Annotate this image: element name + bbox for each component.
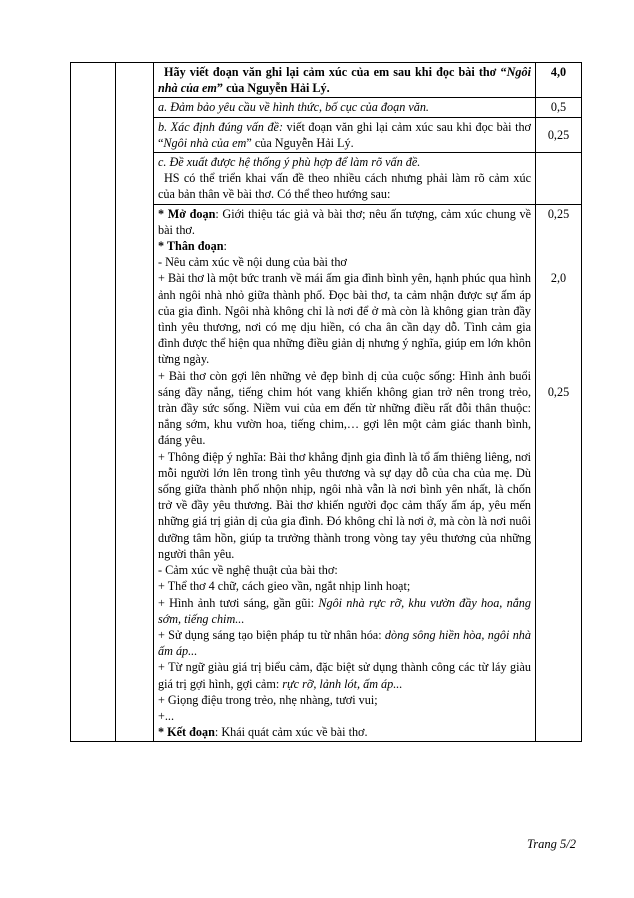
art-point-4: [158, 659, 531, 691]
than-doan-label: * Thân đoạn: [158, 239, 224, 254]
art-point-3: [158, 627, 531, 659]
art-point-4-examples: rực rỡ, lảnh lót, ấm áp...: [282, 676, 403, 691]
question-score: 4,0: [536, 63, 582, 98]
mo-doan-text: : Giới thiệu tác giả và bài thơ; nêu ấn tượng, cảm xúc chung về bài thơ.: [158, 206, 531, 237]
criterion-a-cell: [154, 98, 536, 117]
art-point-2-examples: Ngôi nhà rực rỡ, khu vườn đầy hoa, nắng sớm, tiếng chim...: [158, 595, 531, 626]
ket-doan-label: * Kết đoạn: [158, 725, 215, 740]
criterion-c-label: c. Đề xuất được hệ thống ý phù hợp để làm rõ vấn đề.: [158, 155, 421, 170]
content-point-3: + Thông điệp ý nghĩa: Bài thơ khẳng định gia đình là tổ ấm thiêng liêng, nơi mỗi người lớn lên trong tình yêu thương và sự dạy dỗ của cha của mẹ. Dù sống giữa thành phố nhộn nhịp, ngôi nhà vẫn là nơi bình yên nhất, là chốn trở về đầy yêu thương. Bài thơ khiến người đọc cảm thấy ấm áp, yêu mến những giá trị giản dị của gia đình. Đó không chỉ là nơi ở, mà còn là nơi nuôi dưỡng tâm hồn, giúp ta trưởng thành trong vòng tay yêu thương của những người thân yêu.: [158, 449, 531, 561]
question-suffix: ” của Nguyễn Hải Lý.: [216, 81, 330, 96]
nghe-thuat-heading: - Cảm xúc về nghệ thuật của bài thơ:: [158, 563, 338, 578]
score-nghe-thuat: 0,25: [547, 384, 570, 399]
art-point-4-text: + Từ ngữ giàu giá trị biểu cảm, đặc biệt sử dụng thành công các từ láy giàu giá trị gợi hình, gợi cảm:: [158, 660, 531, 691]
noi-dung-heading: - Nêu cảm xúc về nội dung của bài thơ: [158, 255, 347, 270]
question-poem-title: Ngôi nhà của em: [158, 65, 531, 96]
grading-rubric-table: [70, 62, 582, 742]
content-point-1: + Bài thơ là một bức tranh về mái ấm gia đình bình yên, hạnh phúc qua hình ảnh ngôi nhà nhỏ giữa thành phố. Đọc bài thơ, ta cảm nhận được sự ấm áp của gia đình. Ngôi nhà không chỉ là nơi để ở mà còn là không gian tràn đầy tình yêu thương, nơi có mẹ dịu hiền, có cha ân cần dạy dỗ. Tình cảm gia đình được thể hiện qua những điều giản dị nhưng ý nghĩa, giúp em lớn khôn từng ngày.: [158, 271, 531, 367]
art-point-3-text: + Sử dụng sáng tạo biện pháp tu từ nhân hóa:: [158, 627, 385, 642]
criterion-a-text: a. Đảm bảo yêu cầu về hình thức, bố cục của đoạn văn.: [158, 100, 429, 115]
art-point-1: + Thể thơ 4 chữ, cách gieo vần, ngắt nhịp linh hoạt;: [158, 579, 411, 594]
criterion-b-poem-title: Ngôi nhà của em: [163, 135, 247, 150]
content-point-2: + Bài thơ còn gợi lên những vẻ đẹp bình dị của cuộc sống: Hình ảnh buổi sáng đầy nắng, tiếng chim hót vang khiến không gian trở nên trong trẻo, tràn đầy sức sống. Niềm vui của em đến từ những điều rất đỗi thân thuộc: nắng sớm, khu vườn hoa, tiếng chim,… gợi lên một cảm giác thanh bình, đáng yêu.: [158, 368, 531, 448]
art-point-3-examples: dòng sông hiền hòa, ngôi nhà ấm áp...: [158, 627, 531, 659]
criterion-b-label: b. Xác định đúng vấn đề:: [158, 119, 284, 134]
art-point-2-text: + Hình ảnh tươi sáng, gần gũi:: [158, 595, 319, 610]
score-mo-doan: 0,25: [547, 206, 570, 221]
criterion-c-score-empty: [536, 153, 582, 205]
art-point-6: +...: [158, 708, 175, 723]
criterion-c-text: HS có thể triển khai vấn đề theo nhiều cách nhưng phải làm rõ cảm xúc của bản thân về bài thơ. Có thể theo hướng sau:: [158, 171, 531, 202]
criterion-b-score: 0,25: [536, 117, 582, 152]
criterion-b-text: viết đoạn văn ghi lại cảm xúc sau khi đọc bài thơ “: [158, 119, 531, 150]
criterion-b-cell: [154, 117, 536, 152]
criterion-b-suffix: ” của Nguyễn Hải Lý.: [246, 135, 354, 150]
question-row: [71, 63, 582, 98]
page-number: Trang 5/2: [527, 837, 576, 851]
art-point-5: + Giọng điệu trong trẻo, nhẹ nhàng, tươi vui;: [158, 692, 378, 707]
criterion-a-score: 0,5: [536, 98, 582, 117]
question-number-cell: [116, 63, 154, 742]
question-prefix: Hãy viết đoạn văn ghi lại cảm xúc của em sau khi đọc bài thơ “: [164, 65, 507, 79]
score-noi-dung: 2,0: [550, 271, 567, 286]
question-text-cell: [154, 63, 536, 98]
detail-cell: [154, 204, 536, 742]
mo-doan-label: * Mở đoạn: [158, 206, 216, 221]
detail-score-cell: [536, 204, 582, 742]
section-number-cell: [71, 63, 116, 742]
art-point-2: [158, 595, 531, 627]
criterion-c-cell: [154, 153, 536, 205]
ket-doan-text: : Khái quát cảm xúc về bài thơ.: [214, 725, 368, 740]
than-doan-colon: :: [223, 239, 227, 254]
